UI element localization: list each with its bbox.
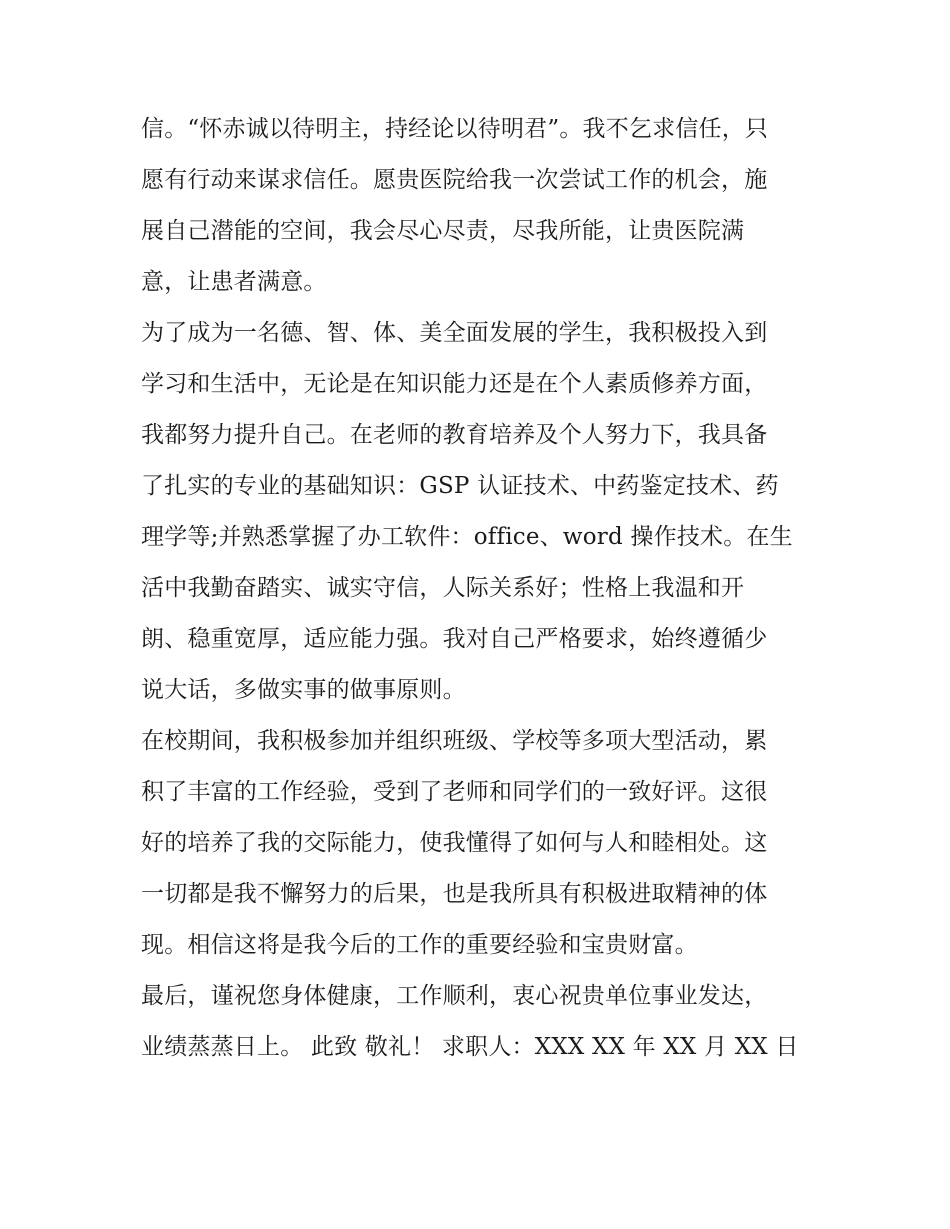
- text-line: 好的培养了我的交际能力，使我懂得了如何与人和睦相处。这: [141, 830, 768, 856]
- signature-line: 业绩蒸蒸日上。 此致 敬礼！ 求职人：XXX XX 年 XX 月 XX 日: [141, 1034, 799, 1060]
- paragraph-closing-signature: [141, 971, 813, 1073]
- text-line: 说大话，多做实事的做事原则。: [141, 677, 466, 703]
- paragraph-closing-trust: [141, 104, 813, 308]
- text-line: 朗、稳重宽厚，适应能力强。我对自己严格要求，始终遵循少: [141, 626, 768, 652]
- text-line: 信。“怀赤诚以待明主，持经论以待明君”。我不乞求信任，只: [141, 116, 769, 142]
- text-line: 愿有行动来谋求信任。愿贵医院给我一次尝试工作的机会，施: [141, 167, 768, 193]
- text-line: 最后，谨祝您身体健康，工作顺利，衷心祝贵单位事业发达，: [141, 983, 768, 1009]
- text-line: 活中我勤奋踏实、诚实守信，人际关系好；性格上我温和开: [141, 575, 745, 601]
- text-line: 现。相信这将是我今后的工作的重要经验和宝贵财富。: [141, 932, 698, 958]
- text-line: 积了丰富的工作经验，受到了老师和同学们的一致好评。这很: [141, 779, 768, 805]
- paragraph-activities: [141, 716, 813, 971]
- document-body: [141, 104, 813, 1073]
- text-line: 理学等;并熟悉掌握了办工软件：office、word 操作技术。在生: [141, 524, 793, 550]
- text-line: 在校期间，我积极参加并组织班级、学校等多项大型活动，累: [141, 728, 768, 754]
- text-line: 了扎实的专业的基础知识：GSP 认证技术、中药鉴定技术、药: [141, 473, 779, 499]
- text-line: 为了成为一名德、智、体、美全面发展的学生，我积极投入到: [141, 320, 768, 346]
- text-line: 一切都是我不懈努力的后果，也是我所具有积极进取精神的体: [141, 881, 768, 907]
- text-line: 意，让患者满意。: [141, 269, 327, 295]
- text-line: 展自己潜能的空间，我会尽心尽责，尽我所能，让贵医院满: [141, 218, 745, 244]
- paragraph-skills: [141, 308, 813, 716]
- text-line: 学习和生活中，无论是在知识能力还是在个人素质修养方面，: [141, 371, 768, 397]
- text-line: 我都努力提升自己。在老师的教育培养及个人努力下，我具备: [141, 422, 768, 448]
